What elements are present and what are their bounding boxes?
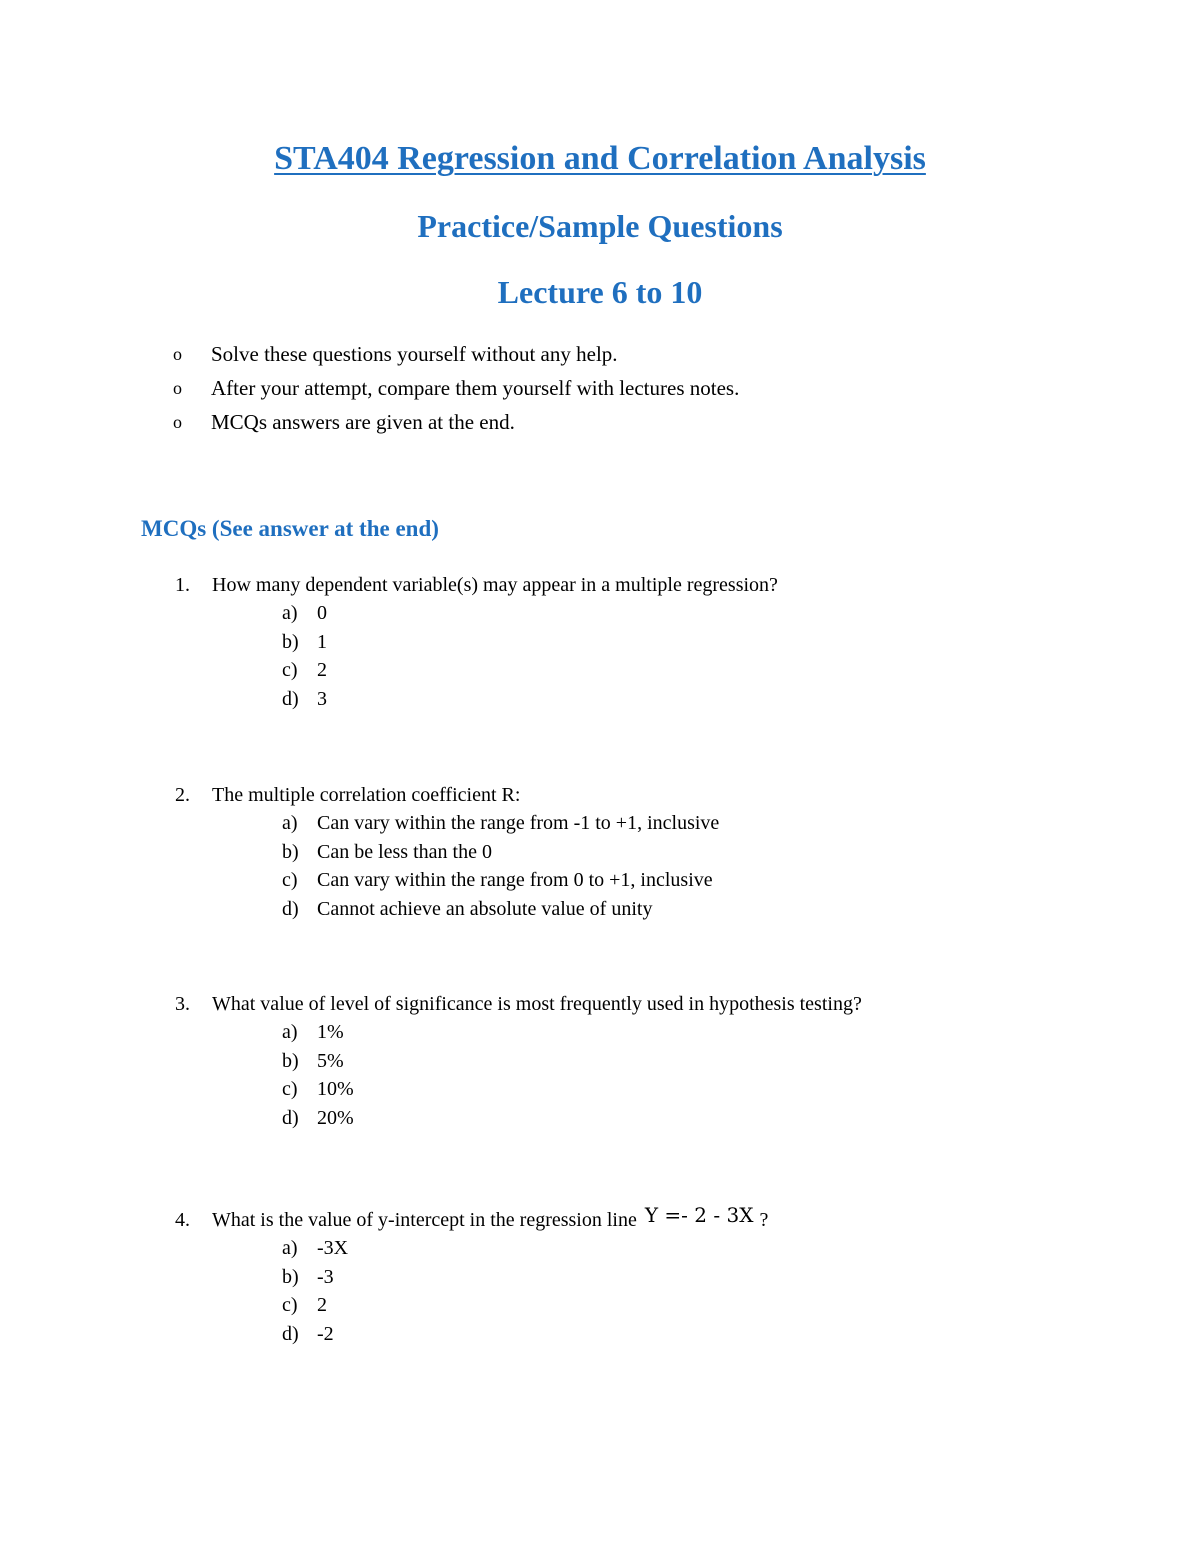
option-d [282,1320,768,1349]
question-text: How many dependent variable(s) may appear in a multiple regression? [212,574,778,596]
document-title: STA404 Regression and Correlation Analysis [274,140,926,177]
option-text: Cannot achieve an absolute value of unity [317,897,653,920]
option-letter: b) [282,630,299,653]
option-letter: b) [282,840,299,863]
mcq-section-heading: MCQs (See answer at the end) [141,516,439,541]
option-text: 3 [317,687,327,710]
question-2 [175,781,719,923]
question-3 [175,990,862,1132]
option-text: Can vary within the range from -1 to +1, inclusive [317,812,720,834]
option-text: 1% [317,1021,344,1043]
document-subtitle: Practice/Sample Questions [417,208,783,244]
option-letter: d) [282,687,299,710]
bullet-marker: o [173,378,182,398]
option-letter: a) [282,812,298,834]
question-stem [175,990,862,1018]
option-c [282,866,719,895]
option-list [175,809,719,923]
instruction-item [173,407,739,441]
option-letter: a) [282,1237,298,1259]
question-text: The multiple correlation coefficient R: [212,784,521,806]
option-text: 20% [317,1106,354,1129]
option-c [282,1075,862,1104]
option-text: Can vary within the range from 0 to +1, inclusive [317,869,713,891]
lecture-range: Lecture 6 to 10 [497,274,703,310]
option-text: 5% [317,1049,344,1072]
option-d [282,895,719,924]
question-4 [175,1203,769,1348]
question-number: 4. [175,1209,190,1231]
option-letter: a) [282,1021,298,1043]
question-stem [175,1203,769,1234]
option-a [282,1018,862,1047]
option-letter: d) [282,1322,299,1345]
option-text: 2 [317,659,327,681]
regression-formula: Y =- 2 - 3X [644,1203,754,1227]
question-1 [175,571,778,713]
option-letter: a) [282,602,298,624]
option-list [175,1018,862,1132]
instruction-item [173,373,739,407]
question-number: 2. [175,784,190,806]
option-text: 2 [317,1294,327,1316]
question-text: What is the value of y-intercept in the regression line [212,1209,637,1231]
instruction-text: Solve these questions yourself without any help. [211,342,618,366]
option-b [282,1263,768,1292]
option-letter: d) [282,897,299,920]
option-d [282,685,778,714]
option-letter: c) [282,1078,298,1100]
option-text: 1 [317,630,327,653]
option-letter: b) [282,1265,299,1288]
option-letter: c) [282,659,298,681]
option-c [282,1291,768,1320]
question-stem [175,781,719,809]
option-a [282,809,719,838]
question-text: What value of level of significance is most frequently used in hypothesis testing? [212,993,862,1015]
option-b [282,628,778,657]
option-text: -3 [317,1265,334,1288]
option-b [282,1047,862,1076]
option-text: -2 [317,1322,334,1345]
option-letter: c) [282,1294,298,1316]
instruction-text: After your attempt, compare them yourself with lectures notes. [211,376,740,400]
option-list [175,1234,768,1348]
instruction-item [173,339,739,373]
instruction-text: MCQs answers are given at the end. [211,410,515,434]
option-c [282,656,778,685]
bullet-marker: o [173,412,182,432]
option-text: -3X [317,1237,349,1259]
option-letter: c) [282,869,298,891]
option-b [282,838,719,867]
instructions-list [173,339,739,441]
option-d [282,1104,862,1133]
bullet-marker: o [173,344,182,364]
option-text: Can be less than the 0 [317,840,492,863]
option-a [282,599,778,628]
question-end-mark: ? [759,1209,769,1231]
option-list [175,599,778,713]
option-letter: d) [282,1106,299,1129]
option-letter: b) [282,1049,299,1072]
question-number: 3. [175,993,190,1015]
option-text: 10% [317,1078,354,1100]
question-number: 1. [175,574,190,596]
question-stem [175,571,778,599]
option-text: 0 [317,602,327,624]
option-a [282,1234,768,1263]
